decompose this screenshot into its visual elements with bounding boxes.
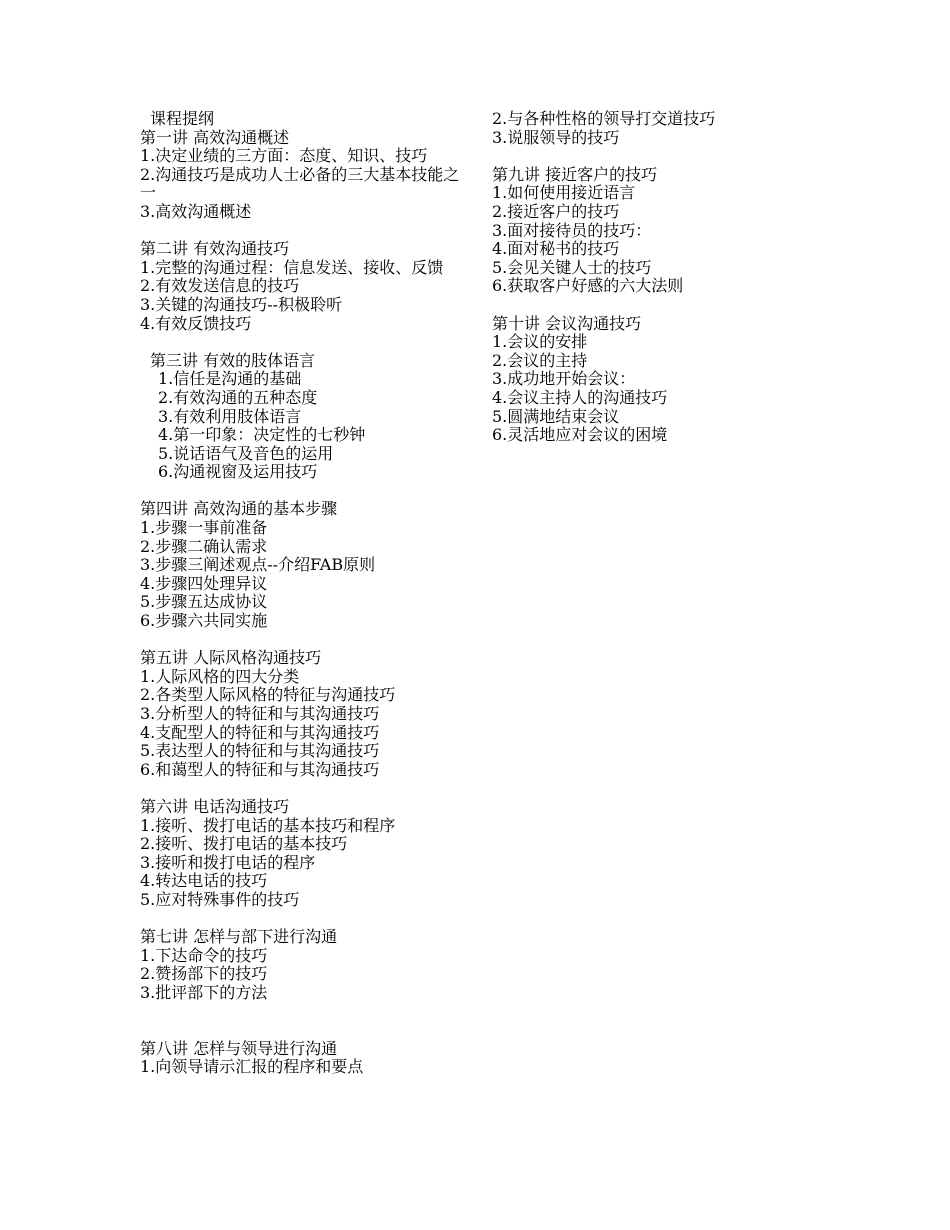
lecture-7-title: 第七讲 怎样与部下进行沟通 bbox=[140, 927, 338, 947]
right-column bbox=[492, 110, 792, 445]
spacer bbox=[140, 1003, 470, 1040]
lecture-2-item: 4.有效反馈技巧 bbox=[140, 313, 252, 333]
left-column bbox=[140, 110, 470, 1077]
lecture-1-item: 3.高效沟通概述 bbox=[140, 201, 252, 221]
lecture-6-item: 1.接听、拨打电话的基本技巧和程序 bbox=[140, 815, 396, 835]
lecture-5-title: 第五讲 人际风格沟通技巧 bbox=[140, 648, 322, 668]
lecture-9-item: 3.面对接待员的技巧： bbox=[492, 220, 652, 240]
lecture-5-item: 2.各类型人际风格的特征与沟通技巧 bbox=[140, 685, 396, 705]
spacer bbox=[140, 222, 470, 241]
lecture-6-item: 4.转达电话的技巧 bbox=[140, 871, 268, 891]
spacer bbox=[140, 333, 470, 352]
lecture-2-item: 1.完整的沟通过程：信息发送、接收、反馈 bbox=[140, 257, 444, 277]
lecture-10-item: 2.会议的主持 bbox=[492, 350, 588, 370]
lecture-8-item: 2.与各种性格的领导打交道技巧 bbox=[492, 109, 716, 128]
lecture-5-item: 4.支配型人的特征和与其沟通技巧 bbox=[140, 722, 380, 742]
lecture-4-item: 6.步骤六共同实施 bbox=[140, 611, 268, 631]
lecture-1-title: 第一讲 高效沟通概述 bbox=[140, 127, 290, 147]
lecture-4-title: 第四讲 高效沟通的基本步骤 bbox=[140, 499, 338, 519]
lecture-9-item: 2.接近客户的技巧 bbox=[492, 201, 620, 221]
lecture-4-item: 2.步骤二确认需求 bbox=[140, 536, 268, 556]
spacer bbox=[140, 779, 470, 798]
lecture-6-item: 5.应对特殊事件的技巧 bbox=[140, 889, 300, 909]
lecture-5-item: 3.分析型人的特征和与其沟通技巧 bbox=[140, 704, 380, 723]
lecture-10-item: 5.圆满地结束会议 bbox=[492, 406, 620, 426]
lecture-7-item: 2.赞扬部下的技巧 bbox=[140, 964, 268, 984]
lecture-4-item: 1.步骤一事前准备 bbox=[140, 518, 268, 538]
lecture-8-item: 3.说服领导的技巧 bbox=[492, 127, 620, 147]
lecture-1-item: 2.沟通技巧是成功人士必备的三大基本技能之一 bbox=[140, 164, 460, 203]
outline-title: 课程提纲 bbox=[150, 109, 215, 128]
lecture-5-item: 1.人际风格的四大分类 bbox=[140, 666, 300, 686]
lecture-5-item: 5.表达型人的特征和与其沟通技巧 bbox=[140, 741, 380, 761]
lecture-3-title: 第三讲 有效的肢体语言 bbox=[150, 350, 316, 370]
lecture-5-item: 6.和蔼型人的特征和与其沟通技巧 bbox=[140, 759, 380, 779]
lecture-10-title: 第十讲 会议沟通技巧 bbox=[492, 313, 642, 333]
lecture-3-item: 2.有效沟通的五种态度 bbox=[158, 387, 318, 407]
lecture-10-item: 1.会议的安排 bbox=[492, 332, 588, 352]
lecture-3-item: 4.第一印象：决定性的七秒钟 bbox=[158, 425, 366, 445]
lecture-6-item: 2.接听、拨打电话的基本技巧 bbox=[140, 834, 348, 854]
lecture-6-item: 3.接听和拨打电话的程序 bbox=[140, 852, 316, 872]
lecture-3-item: 5.说话语气及音色的运用 bbox=[158, 443, 334, 463]
lecture-8-title: 第八讲 怎样与领导进行沟通 bbox=[140, 1038, 338, 1058]
lecture-9-title: 第九讲 接近客户的技巧 bbox=[492, 164, 658, 184]
lecture-9-item: 1.如何使用接近语言 bbox=[492, 183, 636, 203]
lecture-4-item: 3.步骤三阐述观点--介绍FAB原则 bbox=[140, 555, 376, 575]
lecture-9-item: 5.会见关键人士的技巧 bbox=[492, 257, 652, 277]
lecture-3-item: 3.有效利用肢体语言 bbox=[158, 406, 302, 426]
spacer bbox=[140, 482, 470, 501]
lecture-7-item: 1.下达命令的技巧 bbox=[140, 945, 268, 965]
lecture-9-item: 6.获取客户好感的六大法则 bbox=[492, 276, 684, 296]
lecture-10-item: 3.成功地开始会议： bbox=[492, 369, 636, 389]
spacer bbox=[492, 296, 792, 315]
lecture-7-item: 3.批评部下的方法 bbox=[140, 982, 268, 1002]
lecture-10-item: 6.灵活地应对会议的困境 bbox=[492, 425, 668, 445]
lecture-4-item: 5.步骤五达成协议 bbox=[140, 592, 268, 612]
lecture-8-item: 1.向领导请示汇报的程序和要点 bbox=[140, 1057, 364, 1077]
spacer bbox=[140, 910, 470, 929]
lecture-4-item: 4.步骤四处理异议 bbox=[140, 573, 268, 593]
lecture-3-item: 6.沟通视窗及运用技巧 bbox=[158, 462, 318, 482]
lecture-2-item: 3.关键的沟通技巧--积极聆听 bbox=[140, 294, 343, 314]
lecture-1-item: 1.决定业绩的三方面：态度、知识、技巧 bbox=[140, 146, 428, 166]
lecture-2-title: 第二讲 有效沟通技巧 bbox=[140, 239, 290, 259]
spacer bbox=[140, 631, 470, 650]
lecture-2-item: 2.有效发送信息的技巧 bbox=[140, 276, 300, 296]
spacer bbox=[492, 147, 792, 166]
lecture-6-title: 第六讲 电话沟通技巧 bbox=[140, 796, 290, 816]
lecture-3-item: 1.信任是沟通的基础 bbox=[158, 369, 302, 389]
lecture-9-item: 4.面对秘书的技巧 bbox=[492, 239, 620, 259]
lecture-10-item: 4.会议主持人的沟通技巧 bbox=[492, 387, 668, 407]
